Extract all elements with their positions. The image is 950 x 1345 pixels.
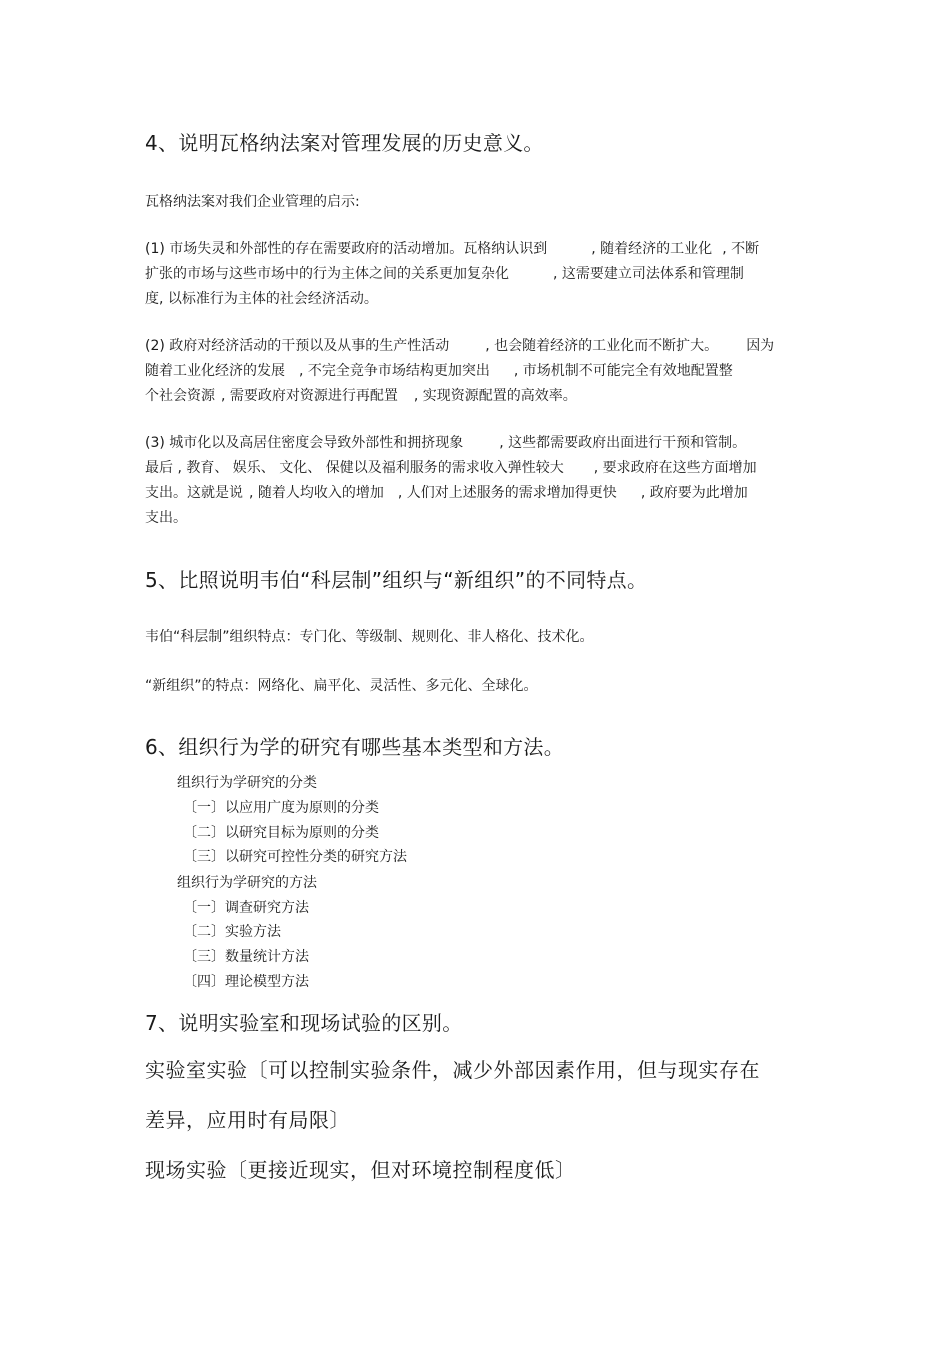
text-segment: , 这些都需要政府出面进行干预和管制。 [499, 435, 747, 451]
q4-p1-line2 [145, 264, 744, 284]
q4-intro: 瓦格纳法案对我们企业管理的启示: [145, 194, 360, 210]
q6-list-item: 〔二〕实验方法 [183, 924, 281, 940]
text-segment: , 随着人均收入的增加 [249, 485, 384, 501]
q5-line1: 韦伯“科层制”组织特点：专门化、等级制、规则化、非人格化、技术化。 [145, 629, 594, 645]
text-segment: 扩张的市场与这些市场中的行为主体之间的关系更加复杂化 [145, 266, 509, 282]
q4-p1-line1 [145, 239, 759, 259]
text-segment: , 随着经济的工业化 [591, 241, 713, 257]
text-segment: , 政府要为此增加 [640, 485, 748, 501]
text-segment: , 不完全竞争市场结构更加突出 [299, 363, 490, 379]
q4-p3-line1 [145, 433, 746, 453]
q7-line3: 现场实验〔更接近现实，但对环境控制程度低〕 [145, 1158, 576, 1182]
q7-line2: 差异，应用时有局限〕 [145, 1108, 350, 1132]
text-segment: , 也会随着经济的工业化而不断扩大。 [485, 338, 719, 354]
text-segment: , 不断 [722, 241, 760, 257]
text-segment: , 实现资源配置的高效率。 [413, 388, 577, 404]
q6-list-item: 〔一〕调查研究方法 [183, 900, 309, 916]
q7-title: 7、说明实验室和现场试验的区别。 [145, 1011, 463, 1035]
q6-list-item: 〔一〕以应用广度为原则的分类 [183, 800, 379, 816]
q6-list-item: 〔二〕以研究目标为原则的分类 [183, 825, 379, 841]
text-segment: 随着工业化经济的发展 [145, 363, 285, 379]
q4-p3-line2 [145, 458, 757, 478]
text-segment: 因为 [746, 338, 775, 354]
text-segment: , 市场机制不可能完全有效地配置整 [513, 363, 733, 379]
q6-list-item: 〔三〕数量统计方法 [183, 949, 309, 965]
q4-title: 4、说明瓦格纳法案对管理发展的历史意义。 [145, 131, 544, 155]
q6-category-heading: 组织行为学研究的分类 [177, 775, 317, 791]
q6-method-heading: 组织行为学研究的方法 [177, 875, 317, 891]
text-segment: , 这需要建立司法体系和管理制 [553, 266, 744, 282]
text-segment: (1) 市场失灵和外部性的存在需要政府的活动增加。瓦格纳认识到 [145, 241, 548, 257]
text-segment: 最后 , 教育、 娱乐、 文化、 保健以及福利服务的需求收入弹性较大 [145, 460, 564, 476]
q7-line1: 实验室实验〔可以控制实验条件，减少外部因素作用，但与现实存在 [145, 1058, 760, 1082]
q4-p1-line3: 度, 以标准行为主体的社会经济活动。 [145, 291, 378, 307]
q4-p3-line3 [145, 483, 748, 503]
q4-p2-line1 [145, 336, 774, 356]
q4-p2-line3 [145, 386, 577, 406]
text-segment: 支出。这就是说 [145, 485, 243, 501]
q4-p2-line2 [145, 361, 733, 381]
text-segment: 个社会资源 [145, 388, 215, 404]
text-segment: , 需要政府对资源进行再配置 [221, 388, 398, 404]
text-segment: , 要求政府在这些方面增加 [593, 460, 757, 476]
q6-title: 6、组织行为学的研究有哪些基本类型和方法。 [145, 735, 565, 759]
q6-list-item: 〔三〕以研究可控性分类的研究方法 [183, 849, 407, 865]
text-segment: (2) 政府对经济活动的干预以及从事的生产性活动 [145, 338, 450, 354]
q6-list-item: 〔四〕理论模型方法 [183, 974, 309, 990]
q5-line2: “新组织”的特点：网络化、扁平化、灵活性、多元化、全球化。 [145, 678, 538, 694]
q4-p3-line4: 支出。 [145, 510, 187, 526]
text-segment: (3) 城市化以及高居住密度会导致外部性和拥挤现象 [145, 435, 464, 451]
text-segment: , 人们对上述服务的需求增加得更快 [397, 485, 617, 501]
q5-title: 5、比照说明韦伯“科层制”组织与“新组织”的不同特点。 [145, 568, 648, 592]
